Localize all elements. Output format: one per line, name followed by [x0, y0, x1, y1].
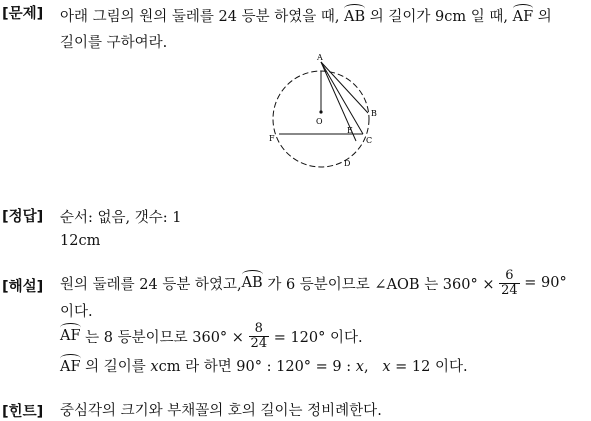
explanation-line-4	[60, 355, 468, 376]
expl-text-4c: ,	[363, 359, 383, 375]
label-c: C	[366, 136, 373, 145]
expl-text-1c: = 90°	[519, 275, 567, 291]
fraction-numerator: 8	[249, 322, 270, 337]
answer-tag: [정답]	[2, 209, 44, 225]
answer-line-2: 12cm	[60, 233, 101, 249]
chord-ab	[321, 62, 368, 113]
problem-text-c: 의	[533, 9, 552, 25]
fraction-6-24	[499, 269, 520, 298]
arc-ab: AB	[344, 9, 366, 25]
hint-text: 중심각의 크기와 부채꼴의 호의 길이는 정비례한다.	[60, 403, 382, 419]
expl-text-3b: = 120° 이다.	[269, 329, 363, 346]
explanation-line-3	[60, 318, 363, 354]
label-a: A	[317, 53, 323, 62]
fraction-denominator: 24	[501, 282, 518, 298]
label-o: O	[316, 117, 323, 126]
expl-text-4a: 의 길이를	[80, 359, 151, 375]
label-b: B	[371, 109, 377, 118]
answer-line-1: 순서: 없음, 갯수: 1	[60, 210, 182, 226]
problem-text-b: 의 길이가 9cm 일 때,	[365, 9, 513, 25]
chord-ac	[321, 62, 363, 134]
expl-arc-af-2: AF	[60, 359, 81, 375]
problem-tag: [문제]	[2, 6, 44, 22]
label-f: F	[269, 134, 275, 143]
arc-af: AF	[512, 9, 534, 25]
fraction-numerator: 6	[499, 269, 520, 284]
center-point	[319, 110, 322, 113]
expl-arc-ab: AB	[241, 275, 263, 291]
label-e: E	[347, 126, 353, 135]
expl-arc-af: AF	[60, 328, 81, 344]
explanation-line-1	[60, 265, 567, 301]
expl-text-4b: cm 라 하면 90° : 120° = 9 :	[158, 359, 356, 375]
expl-text-1b: 가 6 등분이므로 ∠AOB 는 360° ×	[262, 276, 500, 293]
label-d: D	[344, 159, 351, 168]
explanation-tag: [해설]	[2, 279, 44, 295]
explanation-line-2: 이다.	[60, 304, 93, 320]
expl-text-4d: = 12 이다.	[390, 359, 468, 375]
var-x: x	[382, 359, 391, 375]
var-x: x	[150, 359, 159, 375]
var-x: x	[355, 359, 364, 375]
expl-text-3a: 는 8 등분이므로 360° ×	[80, 329, 249, 346]
expl-text-1a: 원의 둘레를 24 등분 하였고,	[60, 276, 242, 293]
circle-figure	[260, 50, 390, 175]
problem-text-a: 아래 그림의 원의 둘레를 24 등분 하였을 때,	[60, 9, 345, 25]
fraction-8-24	[249, 322, 270, 351]
problem-line-2: 길이를 구하여라.	[60, 35, 168, 51]
hint-tag: [힌트]	[2, 404, 44, 420]
fraction-denominator: 24	[250, 335, 268, 351]
problem-line-1	[60, 5, 552, 26]
